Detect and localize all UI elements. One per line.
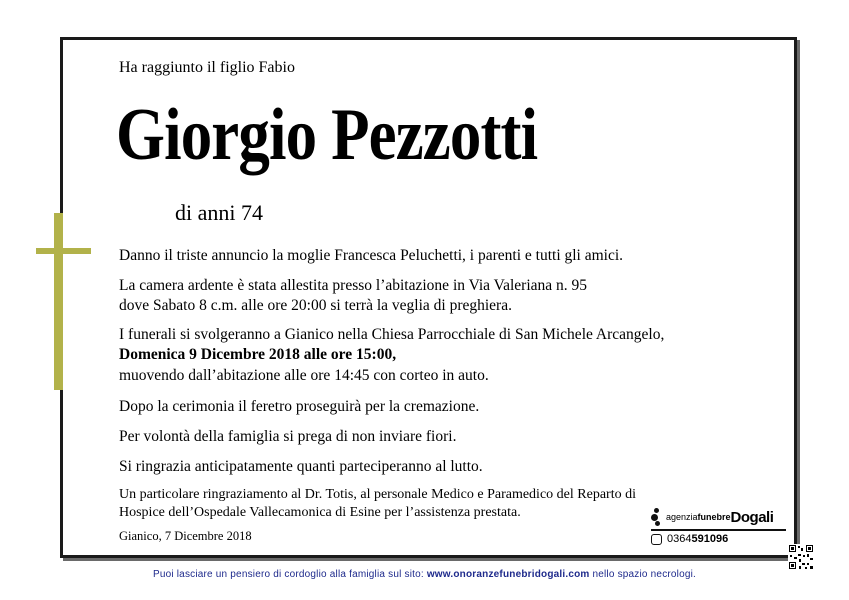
logo-divider xyxy=(651,529,786,531)
age-text: di anni 74 xyxy=(175,200,263,225)
intro-text: Ha raggiunto il figlio Fabio xyxy=(119,59,295,76)
agency-phone xyxy=(651,533,786,545)
logo-middle: funebre xyxy=(697,512,731,522)
qr-code-icon[interactable] xyxy=(788,544,814,570)
cremation-text: Dopo la cerimonia il feretro proseguirà per la cremazione. xyxy=(119,398,480,415)
cross-icon xyxy=(54,213,63,390)
announcement-text: Danno il triste annuncio la moglie Francesca Peluchetti, i parenti e tutti gli amici. xyxy=(119,247,624,264)
agency-logo-icon xyxy=(651,508,663,526)
logo-prefix: agenzia xyxy=(666,512,698,522)
flowers-text: Per volontà della famiglia si prega di non inviare fiori. xyxy=(119,428,457,445)
footer-text-before: Puoi lasciare un pensiero di cordoglio alla famiglia sul sito: xyxy=(152,569,427,580)
special-thanks-line1: Un particolare ringraziamento al Dr. Totis, al personale Medico e Paramedico del Reparto di xyxy=(119,487,636,502)
place-date: Gianico, 7 Dicembre 2018 xyxy=(119,529,252,543)
wake-text-line1: La camera ardente è stata allestita presso l’abitazione in Via Valeriana n. 95 xyxy=(119,277,588,294)
funeral-date: Domenica 9 Dicembre 2018 alle ore 15:00, xyxy=(119,346,397,363)
funeral-text-line3: muovendo dall’abitazione alle ore 14:45 con corteo in auto. xyxy=(119,367,489,384)
thanks-text: Si ringrazia anticipatamente quanti parteciperanno al lutto. xyxy=(119,458,483,475)
cross-icon-bar xyxy=(36,248,91,254)
deceased-name: Giorgio Pezzotti xyxy=(116,94,538,176)
phone-icon xyxy=(651,534,662,545)
footer-message xyxy=(0,569,849,580)
wake-text-line2: dove Sabato 8 c.m. alle ore 20:00 si terrà la veglia di preghiera. xyxy=(119,297,512,314)
phone-prefix: 0364 xyxy=(667,533,692,545)
special-thanks-line2: Hospice dell’Ospedale Vallecamonica di Esine per l’assistenza prestata. xyxy=(119,505,521,520)
footer-text-after: nello spazio necrologi. xyxy=(589,569,697,580)
logo-brand: Dogali xyxy=(730,508,774,526)
funeral-agency-logo xyxy=(651,508,786,545)
funeral-text-line1: I funerali si svolgeranno a Gianico nella Chiesa Parrocchiale di San Michele Arcangelo, xyxy=(119,326,665,343)
footer-website-link[interactable]: www.onoranzefunebridogali.com xyxy=(426,569,590,580)
phone-number: 591096 xyxy=(691,533,729,545)
